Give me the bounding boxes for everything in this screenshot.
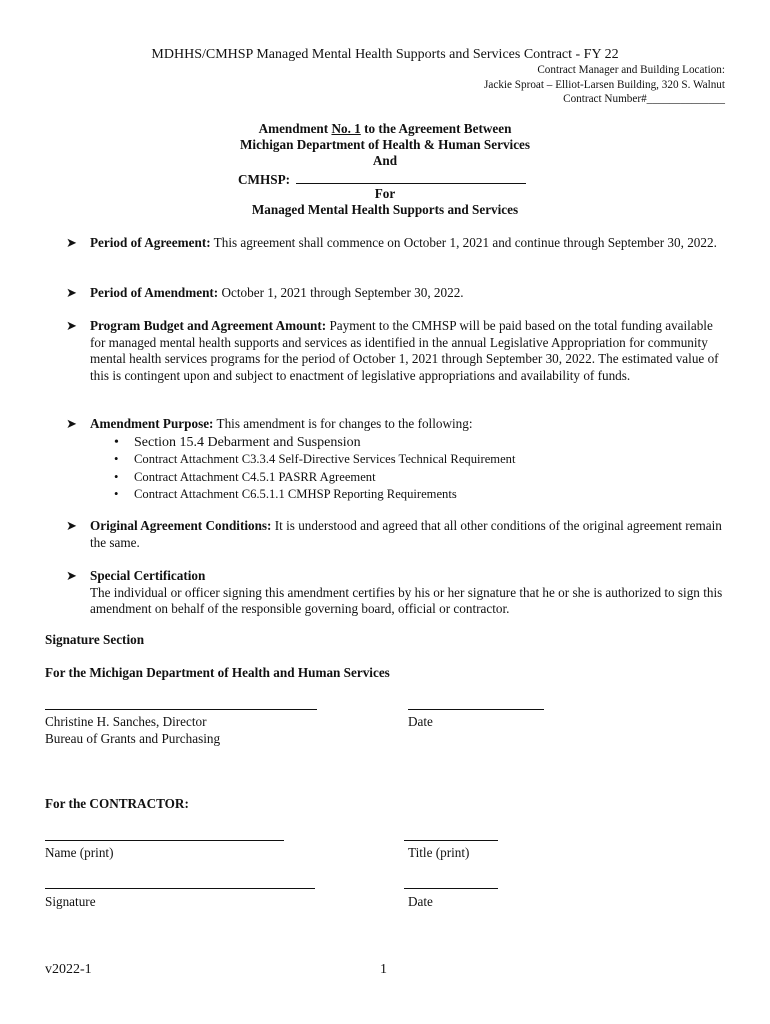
section-certification	[66, 568, 726, 618]
signature-section-title: Signature Section	[45, 632, 145, 647]
budget-text: Payment to the CMHSP will be paid based on the total funding available for managed mental health supports and services as identified in the annual Legislative Appropriation for community mental health services programs for the period of October 1, 2021 through September 30, 2022. The estimated value of this is contingent upon and subject to enactment of legislative appropriations and availability of funds.	[90, 318, 719, 383]
section-period-agreement	[66, 235, 726, 252]
arrow-bullet-icon: ➤	[66, 568, 77, 583]
purpose-list	[114, 434, 726, 504]
mdhhs-date-label: Date	[408, 714, 433, 729]
certification-label: Special Certification	[90, 568, 206, 583]
list-item: • Contract Attachment C3.3.4 Self-Directive Services Technical Requirement	[114, 451, 726, 469]
arrow-bullet-icon: ➤	[66, 235, 77, 250]
amendment-prefix: Amendment	[258, 121, 332, 136]
list-item: • Section 15.4 Debarment and Suspension	[114, 434, 726, 452]
conditions-text: It is understood and agreed that all other conditions of the original agreement remain the same.	[90, 518, 722, 550]
section-conditions	[66, 518, 726, 551]
purpose-label: Amendment Purpose:	[90, 416, 214, 431]
arrow-bullet-icon: ➤	[66, 318, 77, 333]
section-period-amendment	[66, 285, 726, 302]
contractor-signature-line[interactable]	[45, 888, 315, 889]
mdhhs-signature-title: For the Michigan Department of Health and Human Services	[45, 665, 390, 680]
signer-name: Christine H. Sanches, Director	[45, 714, 207, 729]
amendment-heading	[150, 121, 620, 138]
arrow-bullet-icon: ➤	[66, 416, 77, 431]
signature-label: Signature	[45, 894, 96, 909]
title-print-label: Title (print)	[408, 845, 470, 860]
contractor-name-line[interactable]	[45, 840, 284, 841]
period-agreement-text: This agreement shall commence on October 1, 2021 and continue through September 30, 2022.	[210, 235, 717, 250]
footer-version: v2022-1	[45, 962, 92, 977]
contractor-date-line[interactable]	[404, 888, 498, 889]
purpose-text: This amendment is for changes to the following:	[213, 416, 473, 431]
conditions-label: Original Agreement Conditions:	[90, 518, 272, 533]
cmhsp-label: CMHSP:	[238, 172, 291, 187]
contractor-title: For the CONTRACTOR:	[45, 796, 189, 811]
mdhhs-signature-line[interactable]	[45, 709, 317, 710]
name-print-label: Name (print)	[45, 845, 114, 860]
arrow-bullet-icon: ➤	[66, 285, 77, 300]
period-amendment-text: October 1, 2021 through September 30, 2022.	[218, 285, 464, 300]
signer-department: Bureau of Grants and Purchasing	[45, 731, 221, 746]
period-agreement-label: Period of Agreement:	[90, 235, 211, 250]
contractor-date-label: Date	[408, 894, 433, 909]
contract-manager-info: Jackie Sproat – Elliot-Larsen Building, 320 S. Walnut	[484, 79, 725, 91]
list-item: • Contract Attachment C6.5.1.1 CMHSP Reporting Requirements	[114, 486, 726, 504]
budget-label: Program Budget and Agreement Amount:	[90, 318, 327, 333]
contractor-title-line[interactable]	[404, 840, 498, 841]
contract-number: Contract Number#______________	[563, 93, 725, 105]
amendment-number: No. 1	[331, 121, 361, 136]
list-item: • Contract Attachment C4.5.1 PASRR Agreement	[114, 469, 726, 487]
cmhsp-blank-line	[296, 170, 526, 184]
contract-manager-label: Contract Manager and Building Location:	[537, 64, 725, 76]
amendment-suffix: to the Agreement Between	[360, 121, 512, 136]
mdhhs-date-line[interactable]	[408, 709, 544, 710]
heading-for: For	[374, 186, 396, 201]
arrow-bullet-icon: ➤	[66, 518, 77, 533]
section-budget	[66, 318, 726, 384]
certification-text: The individual or officer signing this amendment certifies by his or her signature that he or she is authorized to sign this amendment on behalf of the responsible governing board, official or contractor.	[90, 584, 723, 616]
section-purpose	[66, 416, 726, 504]
document-header-title: MDHHS/CMHSP Managed Mental Health Supports and Services Contract - FY 22	[151, 47, 619, 62]
footer-page-number: 1	[380, 962, 387, 977]
heading-subject: Managed Mental Health Supports and Services	[251, 202, 519, 217]
period-amendment-label: Period of Amendment:	[90, 285, 219, 300]
agency-name: Michigan Department of Health & Human Services	[239, 137, 531, 152]
heading-and: And	[372, 153, 398, 168]
